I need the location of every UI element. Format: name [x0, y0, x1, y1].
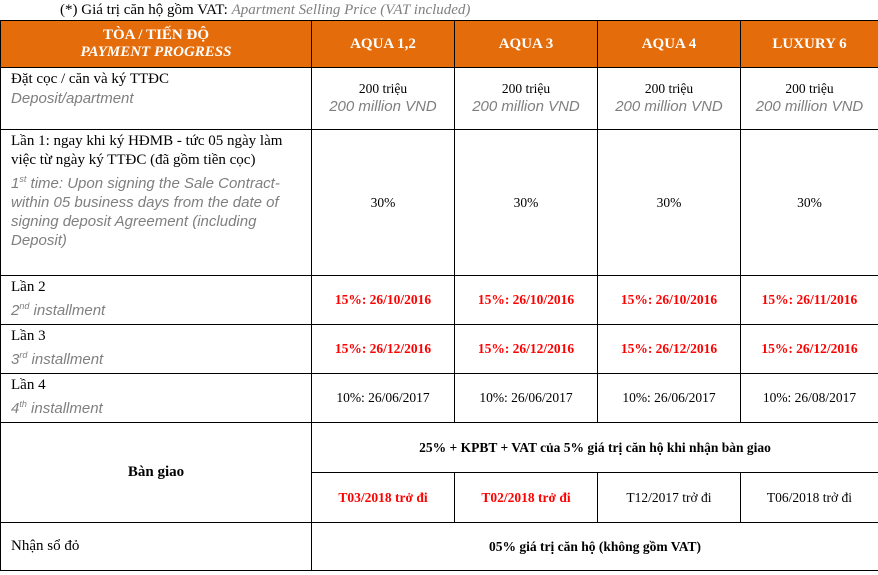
second-installment-label-vi: Lần 2	[11, 279, 46, 295]
third-installment-row	[1, 325, 878, 374]
certificate-merged-value: 05% giá trị căn hộ (không gồm VAT)	[312, 523, 878, 571]
second-installment-label-en: 2nd installment	[11, 301, 106, 319]
third-installment-label-vi: Lần 3	[11, 328, 46, 344]
fourth-installment-value: 10%: 26/06/2017	[312, 374, 455, 423]
header-tower-aqua4: AQUA 4	[598, 21, 741, 68]
second-installment-label	[1, 276, 312, 325]
certificate-label: Nhận sổ đỏ	[1, 523, 312, 571]
third-installment-value: 15%: 26/12/2016	[455, 325, 598, 374]
third-installment-label-en: 3rd installment	[11, 350, 104, 368]
second-installment-value: 15%: 26/11/2016	[741, 276, 878, 325]
deposit-value-en: 200 million VND	[615, 98, 723, 115]
handover-date: T06/2018 trở đi	[741, 473, 878, 523]
fourth-installment-label-en: 4th installment	[11, 399, 103, 417]
header-row	[1, 21, 878, 68]
third-installment-label	[1, 325, 312, 374]
handover-merged-row	[1, 423, 878, 473]
deposit-value	[455, 68, 598, 130]
header-tower-luxury6: LUXURY 6	[741, 21, 878, 68]
header-label-cell	[1, 21, 312, 68]
fourth-installment-value: 10%: 26/06/2017	[598, 374, 741, 423]
deposit-value-vi: 200 triệu	[644, 81, 694, 96]
first-installment-value: 30%	[312, 130, 455, 276]
third-installment-value: 15%: 26/12/2016	[741, 325, 878, 374]
first-installment-value: 30%	[455, 130, 598, 276]
first-installment-label-en: 1st time: Upon signing the Sale Contract-within 05 business days from the date of signing deposit Agreement (including Deposit)	[11, 174, 280, 249]
handover-merged-value: 25% + KPBT + VAT của 5% giá trị căn hộ khi nhận bàn giao	[312, 423, 878, 473]
header-tower-aqua12: AQUA 1,2	[312, 21, 455, 68]
deposit-value	[598, 68, 741, 130]
header-tower-aqua3: AQUA 3	[455, 21, 598, 68]
first-installment-label	[1, 130, 312, 276]
first-installment-value: 30%	[741, 130, 878, 276]
deposit-label-vi: Đặt cọc / căn và ký TTĐC	[11, 71, 170, 87]
third-installment-value: 15%: 26/12/2016	[312, 325, 455, 374]
deposit-value	[741, 68, 878, 130]
header-label-en: PAYMENT PROGRESS	[80, 44, 232, 60]
second-installment-row	[1, 276, 878, 325]
second-installment-value: 15%: 26/10/2016	[598, 276, 741, 325]
deposit-value-vi: 200 triệu	[358, 81, 408, 96]
fourth-installment-value: 10%: 26/08/2017	[741, 374, 878, 423]
first-installment-row	[1, 130, 878, 276]
handover-date: T02/2018 trở đi	[455, 473, 598, 523]
handover-date: T03/2018 trở đi	[312, 473, 455, 523]
deposit-row	[1, 68, 878, 130]
first-installment-label-vi: Lần 1: ngay khi ký HĐMB - tức 05 ngày làm việc từ ngày ký TTĐC (đã gồm tiền cọc)	[11, 133, 283, 168]
certificate-row	[1, 523, 878, 571]
deposit-value-en: 200 million VND	[472, 98, 580, 115]
deposit-value	[312, 68, 455, 130]
fourth-installment-label	[1, 374, 312, 423]
vat-note-prefix: (*) Giá trị căn hộ gồm VAT:	[60, 2, 228, 18]
first-installment-value: 30%	[598, 130, 741, 276]
vat-note-english: Apartment Selling Price (VAT included)	[231, 2, 471, 18]
deposit-value-en: 200 million VND	[329, 98, 437, 115]
deposit-value-en: 200 million VND	[755, 98, 864, 115]
third-installment-value: 15%: 26/12/2016	[598, 325, 741, 374]
handover-label: Bàn giao	[1, 423, 312, 523]
header-label-vi: TÒA / TIẾN ĐỘ	[102, 27, 209, 43]
fourth-installment-value: 10%: 26/06/2017	[455, 374, 598, 423]
fourth-installment-label-vi: Lần 4	[11, 377, 46, 393]
second-installment-value: 15%: 26/10/2016	[455, 276, 598, 325]
deposit-label-en: Deposit/apartment	[11, 90, 134, 107]
payment-progress-table	[0, 20, 878, 571]
handover-date: T12/2017 trở đi	[598, 473, 741, 523]
deposit-label	[1, 68, 312, 130]
second-installment-value: 15%: 26/10/2016	[312, 276, 455, 325]
deposit-value-vi: 200 triệu	[501, 81, 551, 96]
vat-note	[60, 2, 470, 19]
deposit-value-vi: 200 triệu	[785, 81, 834, 96]
fourth-installment-row	[1, 374, 878, 423]
